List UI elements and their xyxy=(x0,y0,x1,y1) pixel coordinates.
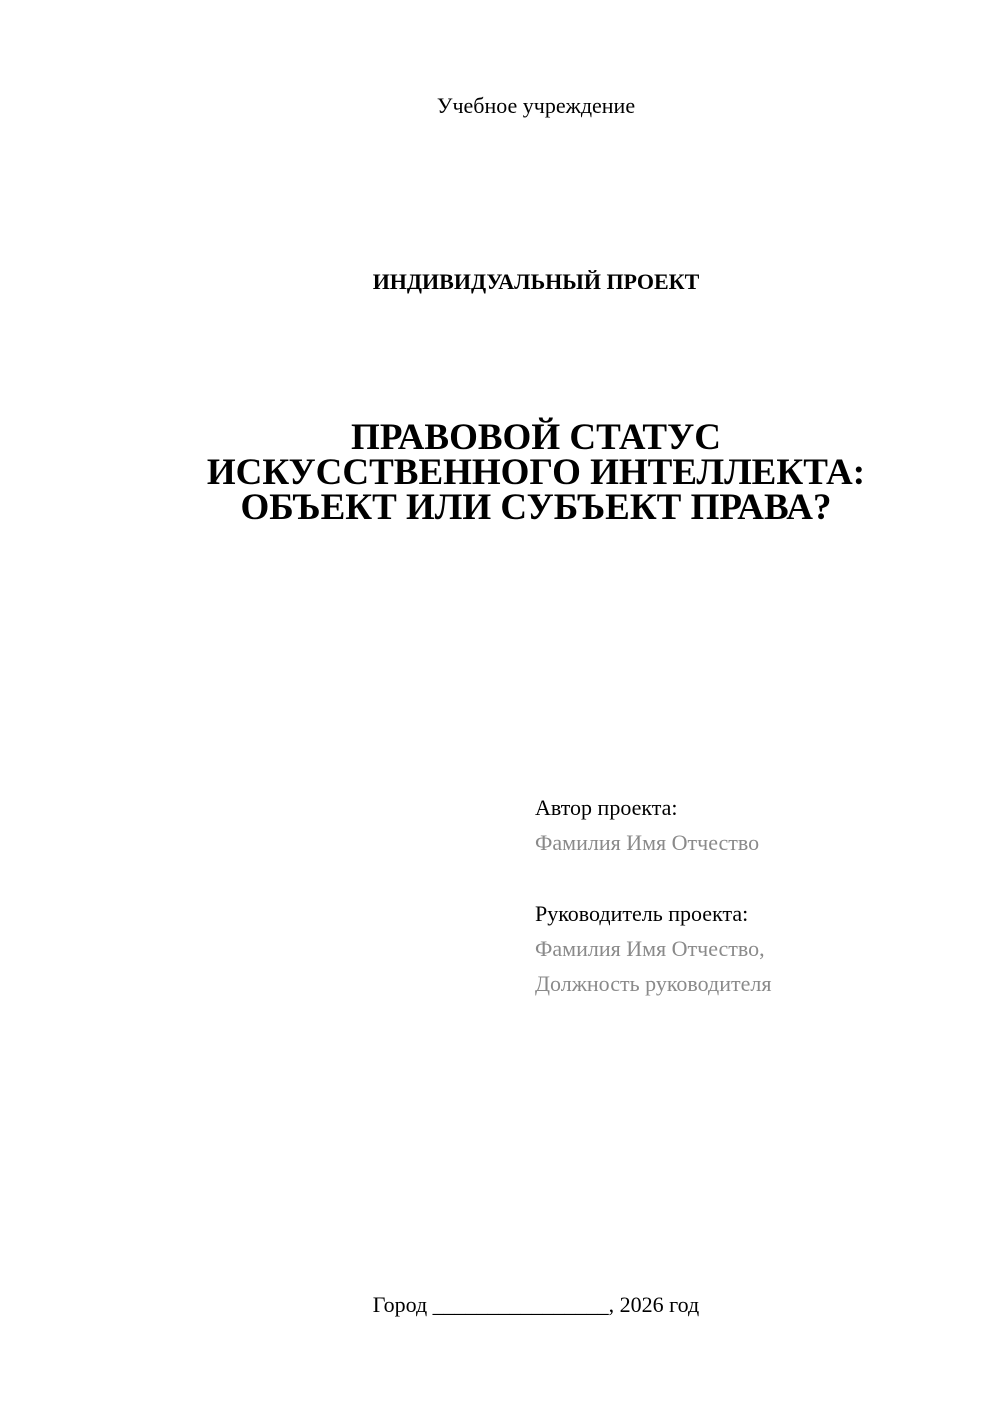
author-label: Автор проекта: xyxy=(535,795,678,820)
project-title-line-1: ПРАВОВОЙ СТАТУС xyxy=(351,417,721,458)
city-year-line: Город ________________, 2026 год xyxy=(372,1292,700,1317)
author-name-placeholder: Фамилия Имя Отчество xyxy=(535,830,760,855)
project-type-heading: ИНДИВИДУАЛЬНЫЙ ПРОЕКТ xyxy=(372,269,700,294)
supervisor-label: Руководитель проекта: xyxy=(535,901,749,926)
info-spacer xyxy=(535,860,771,896)
project-title-line-3: ОБЪЕКТ ИЛИ СУБЪЕКТ ПРАВА? xyxy=(240,487,832,528)
supervisor-name-placeholder: Фамилия Имя Отчество, xyxy=(535,936,765,961)
institution-name: Учебное учреждение xyxy=(436,93,636,118)
project-title xyxy=(0,417,1000,528)
project-info-block xyxy=(535,790,771,1001)
supervisor-position-placeholder: Должность руководителя xyxy=(535,971,772,996)
project-title-line-2: ИСКУССТВЕННОГО ИНТЕЛЛЕКТА: xyxy=(206,452,866,493)
